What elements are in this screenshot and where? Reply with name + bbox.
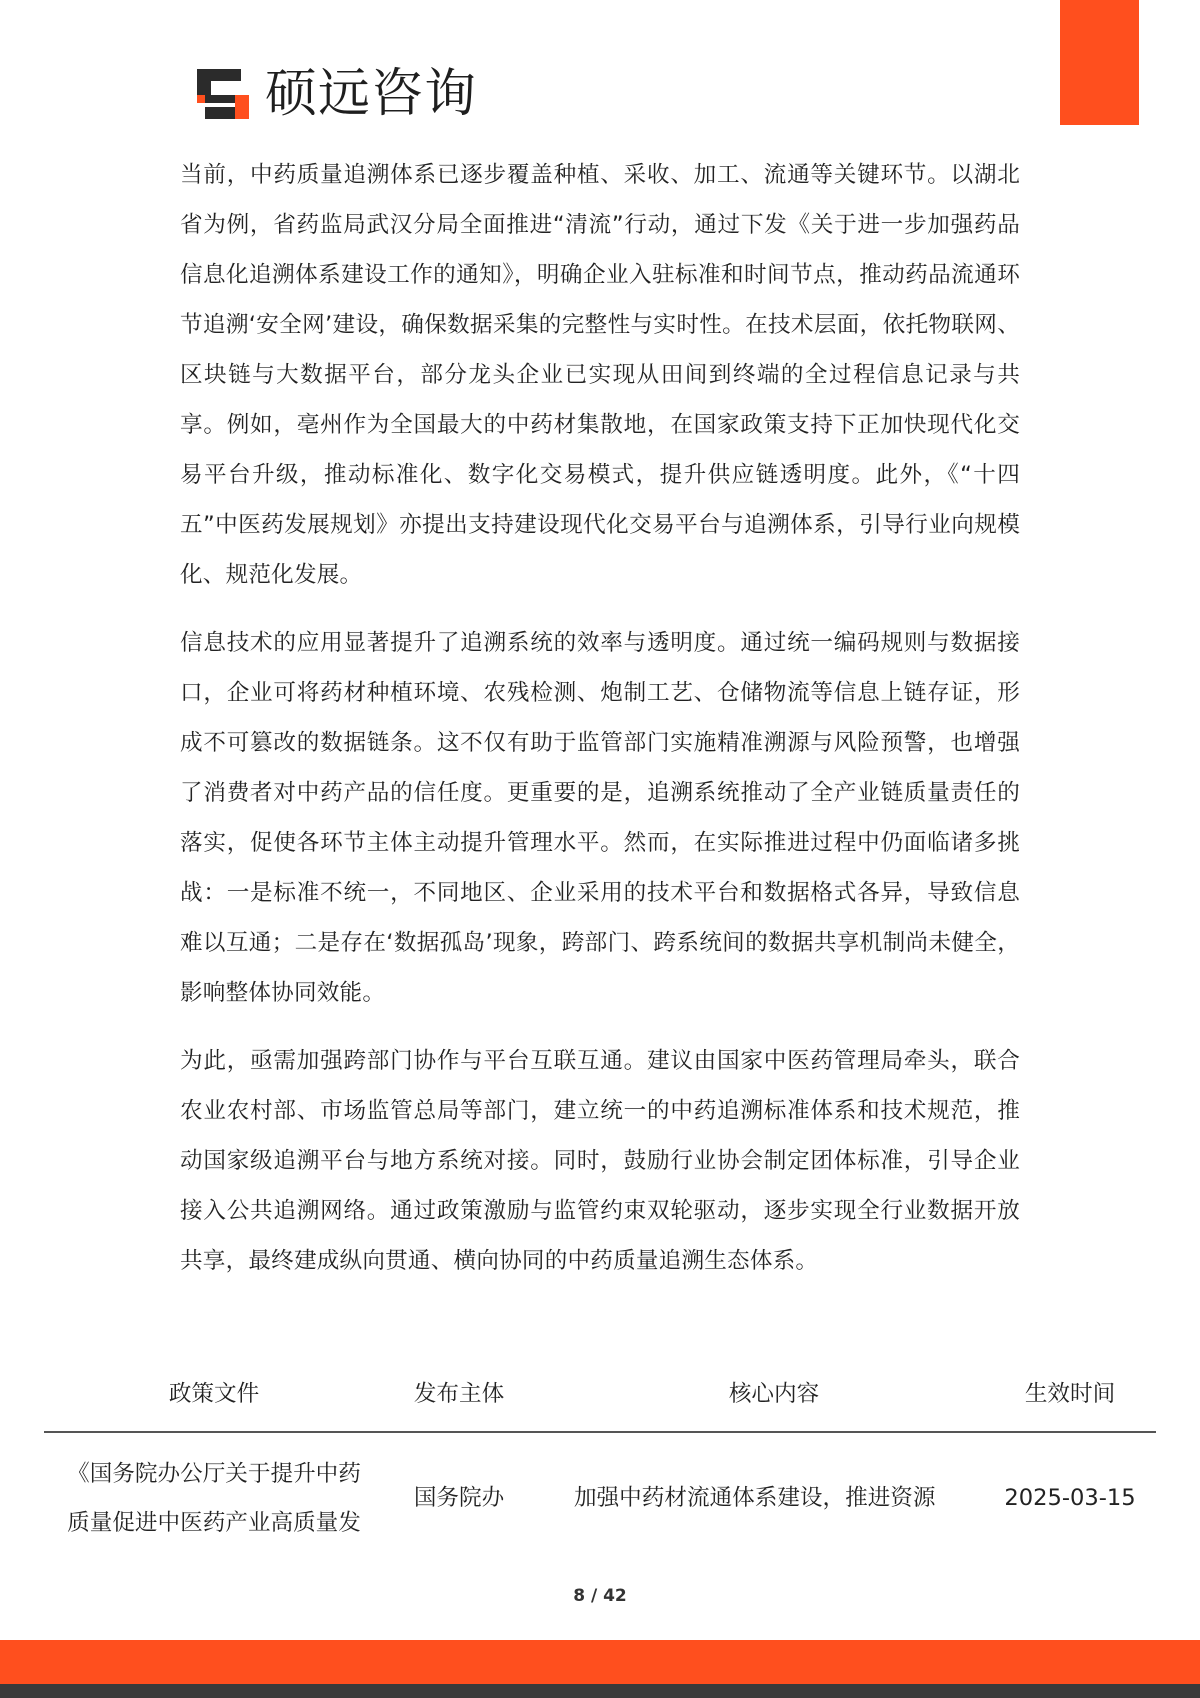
- brand-logo: [195, 62, 477, 126]
- footer-accent-band: [0, 1640, 1200, 1684]
- table-row: [44, 1450, 1156, 1560]
- table-header-row: [44, 1368, 1156, 1430]
- page-number: 8 / 42: [573, 1586, 627, 1606]
- cell-policy-document-line1: 《国务院办公厅关于提升中药: [67, 1461, 361, 1487]
- policy-table: [44, 1368, 1156, 1536]
- header-effective-date: 生效时间: [1024, 1381, 1116, 1407]
- footer-dark-strip: [0, 1684, 1200, 1698]
- paragraph-information-technology: 信息技术的应用显著提升了追溯系统的效率与透明度。通过统一编码规则与数据接口，企业可将药材种植环境、农残检测、炮制工艺、仓储物流等信息上链存证，形成不可篡改的数据链条。这不仅有助于监管部门实施精准溯源与风险预警，也增强了消费者对中药产品的信任度。更重要的是，追溯系统推动了全产业链质量责任的落实，促使各环节主体主动提升管理水平。然而，在实际推进过程中仍面临诸多挑战：一是标准不统一，不同地区、企业采用的技术平台和数据格式各异，导致信息难以互通；二是存在‘数据孤岛’现象，跨部门、跨系统间的数据共享机制尚未健全，影响整体协同效能。: [180, 630, 1020, 1006]
- cell-policy-document-line2: 质量促进中医药产业高质量发: [67, 1510, 361, 1536]
- brand-s-logo-icon: [195, 67, 251, 121]
- header-issuer: 发布主体: [413, 1381, 505, 1407]
- paragraph-recommendations: 为此，亟需加强跨部门协作与平台互联互通。建议由国家中医药管理局牵头，联合农业农村部、市场监管总局等部门，建立统一的中药追溯标准体系和技术规范，推动国家级追溯平台与地方系统对接。同时，鼓励行业协会制定团体标准，引导企业接入公共追溯网络。通过政策激励与监管约束双轮驱动，逐步实现全行业数据开放共享，最终建成纵向贯通、横向协同的中药质量追溯生态体系。: [180, 1048, 1020, 1274]
- brand-name: 硕远咨询: [265, 64, 478, 124]
- cell-core-content: 加强中药材流通体系建设，推进资源: [574, 1485, 936, 1511]
- header-policy-document: 政策文件: [168, 1381, 260, 1407]
- cell-issuer: 国务院办: [413, 1485, 505, 1511]
- cell-policy-document: [44, 1450, 384, 1548]
- table-header-divider: [44, 1431, 1156, 1433]
- corner-accent-block: [1060, 0, 1139, 125]
- header-core-content: 核心内容: [728, 1381, 820, 1407]
- article-body: [180, 150, 1020, 1304]
- cell-effective-date: 2025-03-15: [1004, 1485, 1136, 1511]
- paragraph-traceability-status: 当前，中药质量追溯体系已逐步覆盖种植、采收、加工、流通等关键环节。以湖北省为例，省药监局武汉分局全面推进“清流”行动，通过下发《关于进一步加强药品信息化追溯体系建设工作的通知》，明确企业入驻标准和时间节点，推动药品流通环节追溯‘安全网’建设，确保数据采集的完整性与实时性。在技术层面，依托物联网、区块链与大数据平台，部分龙头企业已实现从田间到终端的全过程信息记录与共享。例如，亳州作为全国最大的中药材集散地，在国家政策支持下正加快现代化交易平台升级，推动标准化、数字化交易模式，提升供应链透明度。此外，《“十四五”中医药发展规划》亦提出支持建设现代化交易平台与追溯体系，引导行业向规模化、规范化发展。: [180, 162, 1020, 588]
